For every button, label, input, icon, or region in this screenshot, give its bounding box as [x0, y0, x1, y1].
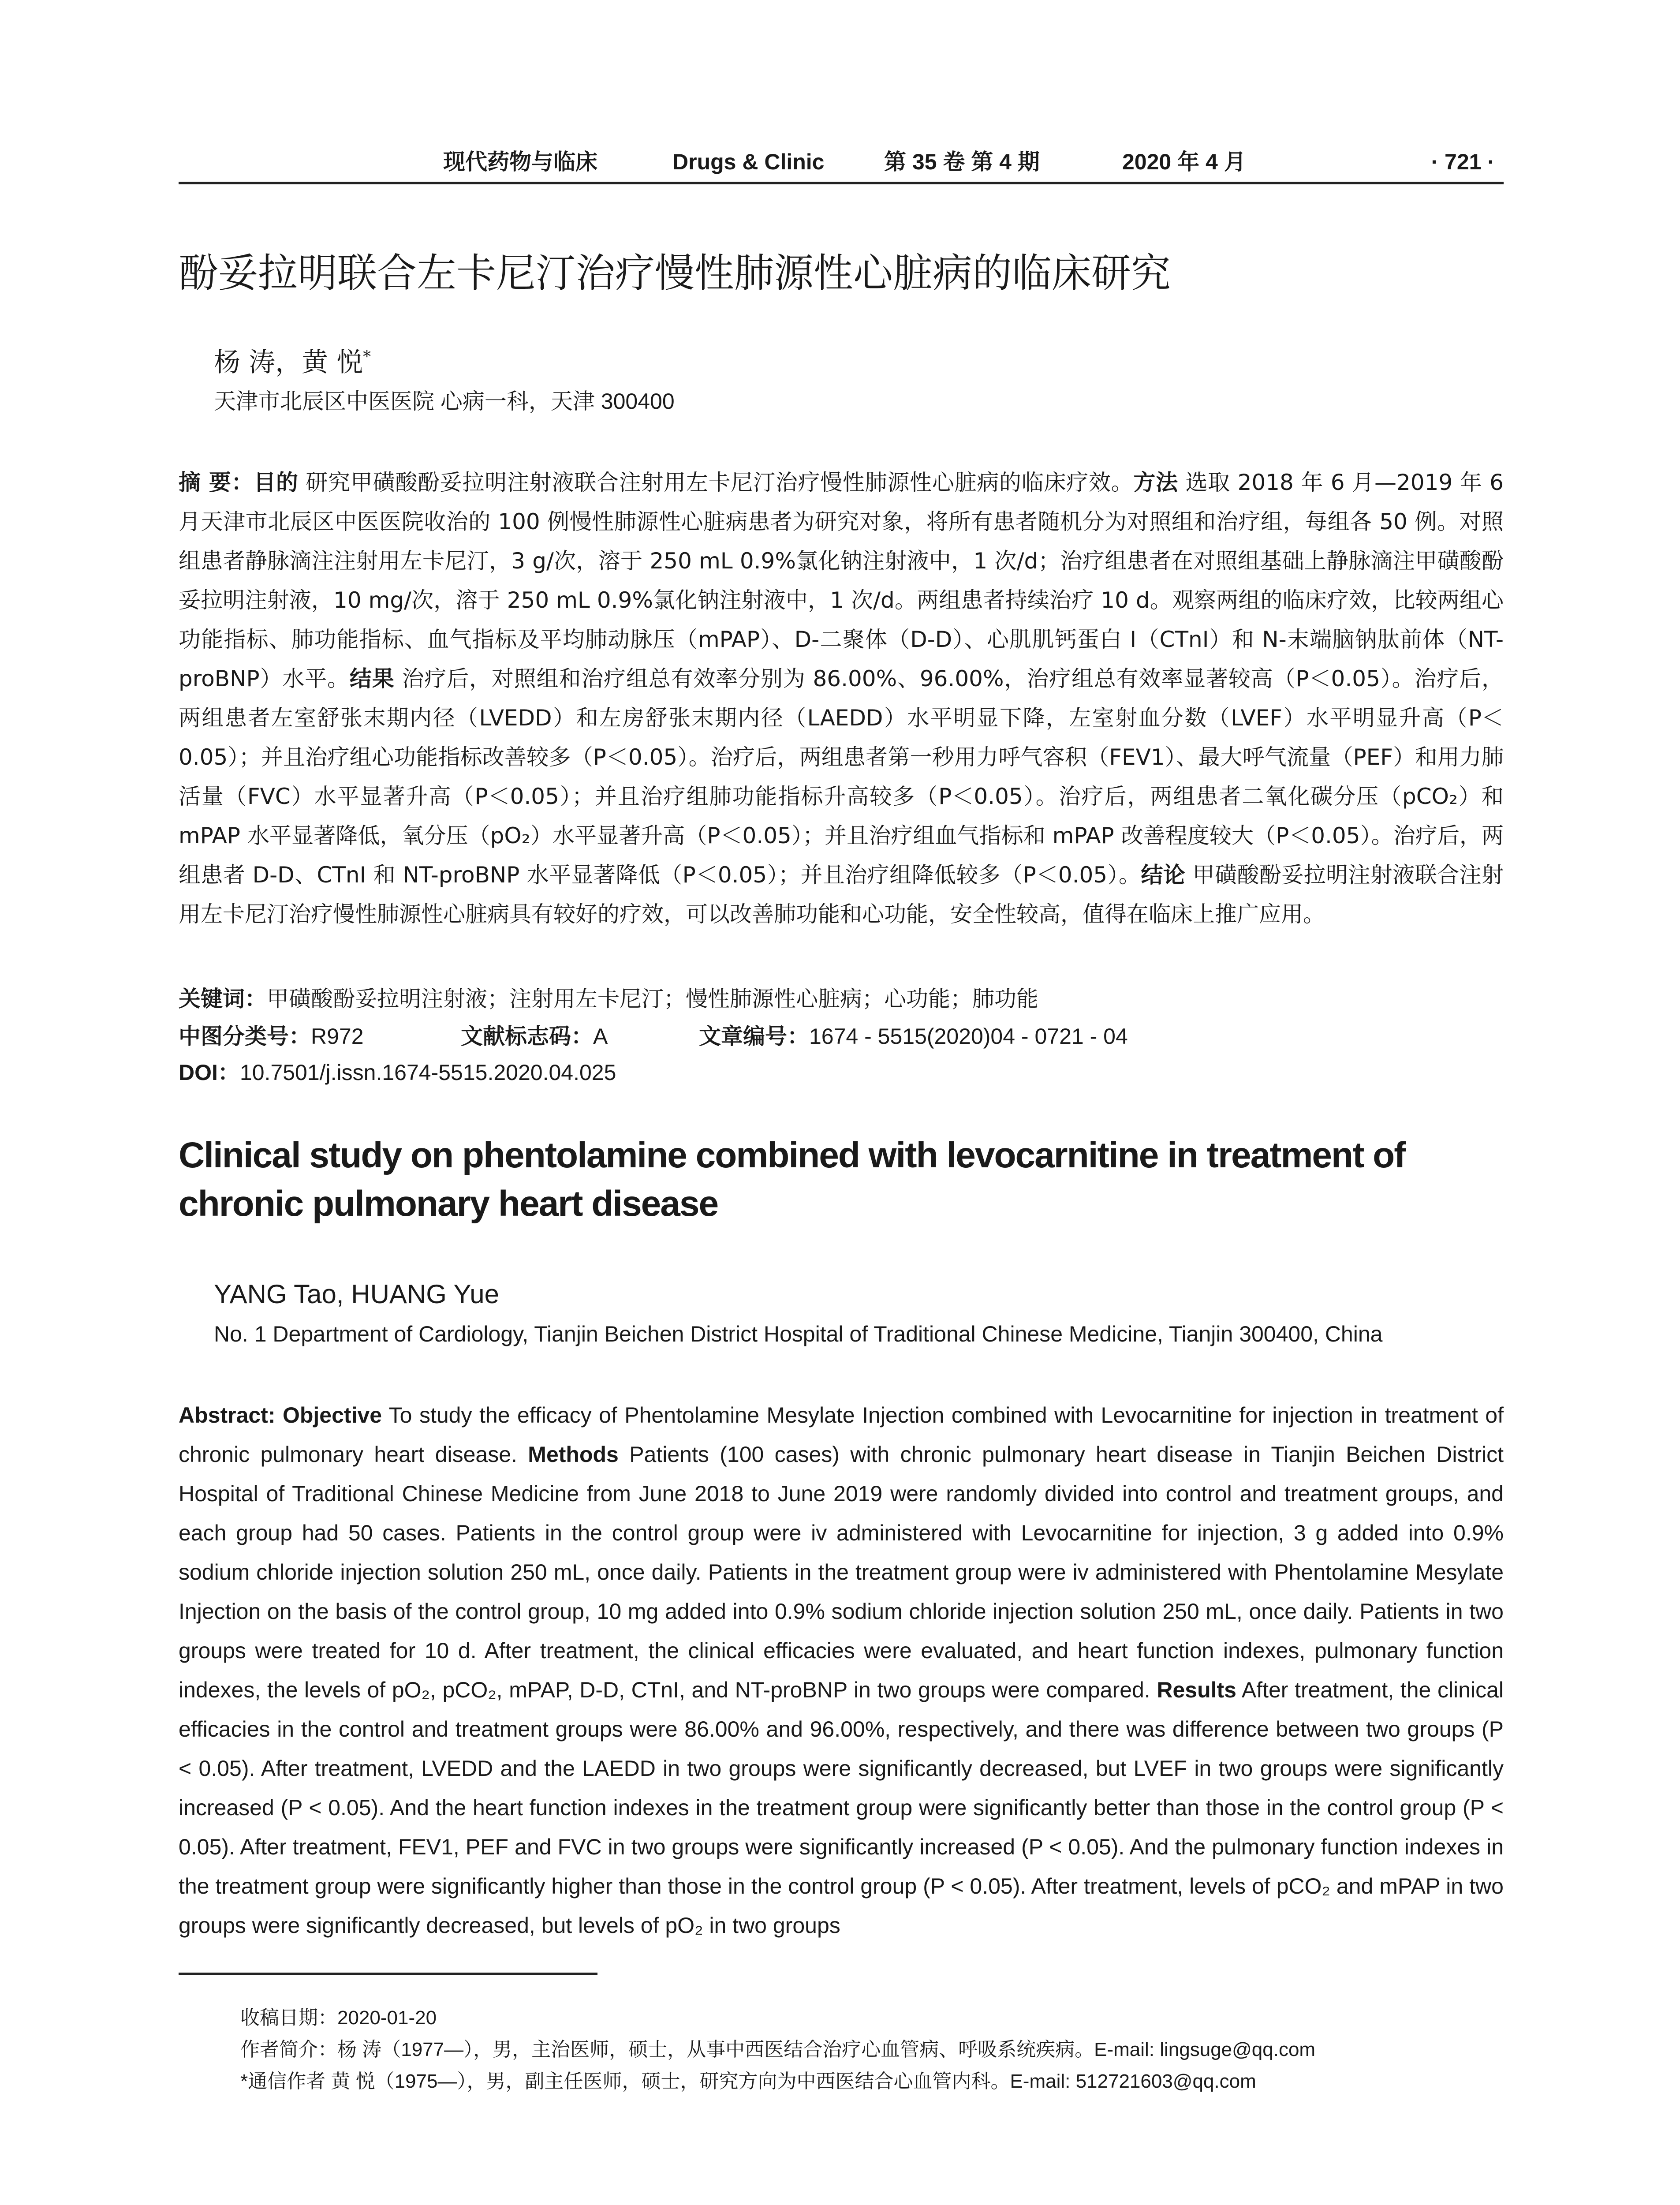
abstract-cn-conclusion-label: 结论 [1141, 862, 1186, 888]
classification-line [179, 1019, 1504, 1054]
abstract-cn-conclusion: 甲磺酸酚妥拉明注射液联合注射用左卡尼汀治疗慢性肺源性心脏病具有较好的疗效，可以改善肺功能和心功能，安全性较高，值得在临床上推广应用。 [179, 862, 1504, 927]
running-header [179, 142, 1504, 184]
doc-code-label: 文献标志码： [461, 1024, 593, 1049]
abstract-cn-objective-label: 目的 [254, 470, 299, 495]
journal-name-en: Drugs & Clinic [672, 149, 825, 174]
doi-label: DOI： [179, 1060, 240, 1085]
abstract-cn-methods-label: 方法 [1133, 470, 1178, 495]
abstract-en-objective: To study the efficacy of Phentolamine Mesylate Injection combined with Levocarnitine for injection in treatment of chronic pulmonary heart disease. [179, 1403, 1504, 1467]
doi-value: 10.7501/j.issn.1674-5515.2020.04.025 [239, 1060, 616, 1085]
abstract-cn-label: 摘 要： [179, 470, 254, 495]
authors-cn-names: 杨 涛，黄 悦 [214, 347, 363, 378]
footnote-divider [179, 1973, 597, 1975]
title-en: Clinical study on phentolamine combined with levocarnitine in treatment of chronic pulmonary heart disease [179, 1135, 1405, 1224]
abstract-en [179, 1396, 1504, 1945]
article-no-value: 1674 - 5515(2020)04 - 0721 - 04 [809, 1024, 1128, 1049]
abstract-en-objective-label: Objective [282, 1403, 382, 1428]
abstract-cn-methods: 选取 2018 年 6 月—2019 年 6 月天津市北辰区中医医院收治的 100 例慢性肺源性心脏病患者为研究对象，将所有患者随机分为对照组和治疗组，每组各 50 例。对照组患者静脉滴注注射用左卡尼汀，3 g/次，溶于 250 mL 0.9%氯化钠注射液中，1 次/d；治疗组患者在对照组基础上静脉滴注甲磺酸酚妥拉明注射液，10 mg/次，溶于 250 mL 0.9%氯化钠注射液中，1 次/d。两组患者持续治疗 10 d。观察两组的临床疗效，比较两组心功能指标、肺功能指标、血气指标及平均肺动脉压（mPAP）、D-二聚体（D-D）、心肌肌钙蛋白 I（CTnI）和 N-末端脑钠肽前体（NT-proBNP）水平。 [179, 470, 1504, 691]
abstract-cn-objective: 研究甲磺酸酚妥拉明注射液联合注射用左卡尼汀治疗慢性肺源性心脏病的临床疗效。 [298, 470, 1134, 495]
abstract-en-label: Abstract: [179, 1403, 283, 1428]
clc-value: R972 [311, 1024, 364, 1049]
clc-label: 中图分类号： [179, 1024, 311, 1049]
authors-en: YANG Tao, HUANG Yue [214, 1279, 499, 1309]
title-cn: 酚妥拉明联合左卡尼汀治疗慢性肺源性心脏病的临床研究 [179, 250, 1171, 296]
keywords-cn [179, 981, 1504, 1017]
abstract-en-results: After treatment, the clinical efficacies in the control and treatment groups were 86.00% and 96.00%, respectively, and there was difference between two groups (P < 0.05). After treatment, LVEDD and the LAEDD in two groups were significantly decreased, but LVEF in two groups were significantly increased (P < 0.05). And the heart function indexes in the treatment group were significantly better than those in the control group (P < 0.05). After treatment, FEV1, PEF and FVC in two groups were significantly increased (P < 0.05). And the pulmonary function indexes in the treatment group were significantly higher than those in the control group (P < 0.05). After treatment, levels of pCO₂ and mPAP in two groups were significantly decreased, but levels of pO₂ in two groups [179, 1678, 1504, 1938]
abstract-cn-results: 治疗后，对照组和治疗组总有效率分别为 86.00%、96.00%，治疗组总有效率显著较高（P＜0.05）。治疗后，两组患者左室舒张末期内径（LVEDD）和左房舒张末期内径（LAEDD）水平明显下降，左室射血分数（LVEF）水平明显升高（P＜0.05）；并且治疗组心功能指标改善较多（P＜0.05）。治疗后，两组患者第一秒用力呼气容积（FEV1）、最大呼气流量（PEF）和用力肺活量（FVC）水平显著升高（P＜0.05）；并且治疗组肺功能指标升高较多（P＜0.05）。治疗后，两组患者二氧化碳分压（pCO₂）和 mPAP 水平显著降低，氧分压（pO₂）水平显著升高（P＜0.05）；并且治疗组血气指标和 mPAP 改善程度较大（P＜0.05）。治疗后，两组患者 D-D、CTnI 和 NT-proBNP 水平显著降低（P＜0.05）；并且治疗组降低较多（P＜0.05）。 [179, 666, 1504, 888]
page-number: · 721 · [1431, 149, 1495, 174]
issue-date: 2020 年 4 月 [1122, 149, 1246, 174]
footnotes [240, 2002, 1504, 2097]
abstract-cn-results-label: 结果 [349, 666, 395, 691]
footnote-corresponding: *通信作者 黄 悦（1975—），男，副主任医师，硕士，研究方向为中西医结合心血管内科。E-mail: 512721603@qq.com [240, 2070, 1256, 2092]
abstract-en-results-label: Results [1157, 1678, 1236, 1702]
corresponding-author-mark: * [363, 348, 371, 366]
keywords-cn-label: 关键词： [179, 987, 267, 1011]
doi-line [179, 1055, 1504, 1090]
footnote-received: 收稿日期：2020-01-20 [240, 2007, 437, 2029]
journal-name-cn: 现代药物与临床 [443, 149, 597, 174]
affiliation-en: No. 1 Department of Cardiology, Tianjin Beichen District Hospital of Traditional Chinese Medicine, Tianjin 300400, China [214, 1322, 1383, 1346]
footnote-author-bio: 作者简介：杨 涛（1977—），男，主治医师，硕士，从事中西医结合治疗心血管病、呼吸系统疾病。E-mail: lingsuge@qq.com [240, 2039, 1316, 2060]
article-no-label: 文章编号： [699, 1024, 809, 1049]
keywords-cn-text: 甲磺酸酚妥拉明注射液；注射用左卡尼汀；慢性肺源性心脏病；心功能；肺功能 [267, 987, 1038, 1011]
abstract-en-methods-label: Methods [528, 1442, 619, 1467]
volume-issue: 第 35 卷 第 4 期 [884, 149, 1040, 174]
abstract-en-methods: Patients (100 cases) with chronic pulmonary heart disease in Tianjin Beichen District Hospital of Traditional Chinese Medicine from June 2018 to June 2019 were randomly divided into control and treatment groups, and each group had 50 cases. Patients in the control group were iv administered with Levocarnitine for injection, 3 g added into 0.9% sodium chloride injection solution 250 mL, once daily. Patients in the treatment group were iv administered with Phentolamine Mesylate Injection on the basis of the control group, 10 mg added into 0.9% sodium chloride injection solution 250 mL, once daily. Patients in two groups were treated for 10 d. After treatment, the clinical efficacies were evaluated, and heart function indexes, pulmonary function indexes, the levels of pO₂, pCO₂, mPAP, D-D, CTnI, and NT-proBNP in two groups were compared. [179, 1442, 1504, 1702]
abstract-cn [179, 463, 1504, 934]
authors-cn [214, 340, 371, 380]
affiliation-cn: 天津市北辰区中医医院 心病一科，天津 300400 [214, 389, 675, 414]
doc-code-value: A [593, 1024, 608, 1049]
